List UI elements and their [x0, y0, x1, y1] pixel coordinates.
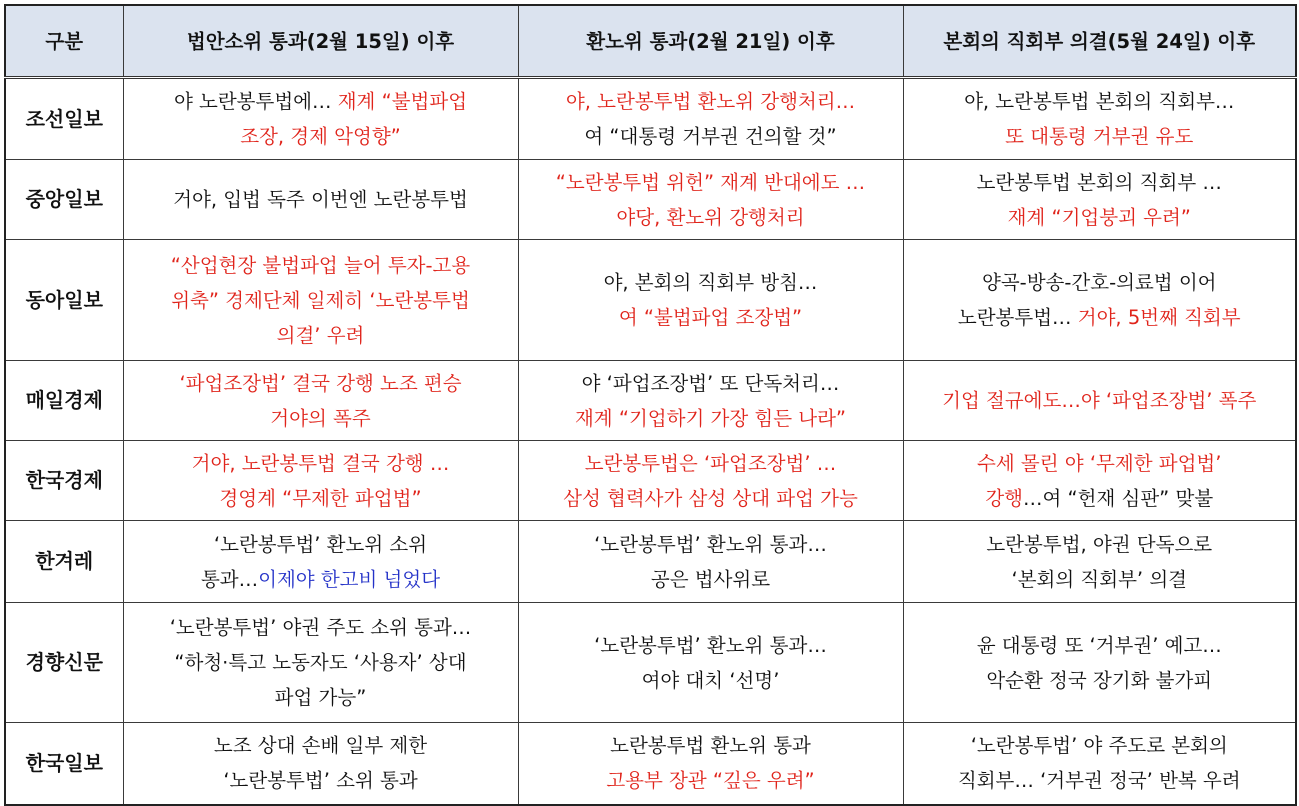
headline-cell	[123, 441, 518, 521]
headline-text: 악순환 정국 장기화 불가피	[986, 668, 1213, 692]
headline-text-highlight: “산업현장 불법파업 늘어 투자-고용	[170, 253, 471, 277]
headline-cell	[123, 78, 518, 160]
table-row	[5, 240, 1296, 361]
table-row	[5, 603, 1296, 723]
headline-text: ‘본회의 직회부’ 의결	[1011, 567, 1187, 591]
outlet-name: 한국일보	[5, 723, 123, 805]
headline-text-highlight: 고용부 장관 “깊은 우려”	[606, 769, 815, 793]
headline-cell	[518, 361, 903, 441]
headline-text-highlight: 조장, 경제 악영향”	[240, 125, 401, 148]
headline-text: 야, 노란봉투법 본회의 직회부…	[964, 90, 1235, 113]
headline-text-highlight: 거야, 5번째 직회부	[1077, 306, 1241, 329]
header-committee-pass: 환노위 통과(2월 21일) 이후	[518, 5, 903, 78]
headline-text: 양곡-방송-간호-의료법 이어	[981, 271, 1217, 294]
header-category: 구분	[5, 5, 123, 78]
headline-cell	[518, 78, 903, 160]
headline-cell	[518, 723, 903, 805]
headline-text: 여야 대치 ‘선명’	[641, 668, 780, 692]
headline-text: 야, 본회의 직회부 방침…	[603, 271, 818, 294]
outlet-name: 경향신문	[5, 603, 123, 723]
table-row	[5, 78, 1296, 160]
headline-cell	[518, 160, 903, 240]
headline-text: 노란봉투법, 야권 단독으로	[986, 532, 1213, 556]
headline-cell	[903, 723, 1296, 805]
headline-text-highlight: 노란봉투법은 ‘파업조장법’ …	[584, 451, 837, 475]
headline-cell	[123, 603, 518, 723]
headline-text-highlight: 야당, 환노위 강행처리	[616, 205, 805, 229]
headline-text: …여 “헌재 심판” 맞불	[1023, 486, 1214, 510]
headline-text-highlight: ‘파업조장법’ 결국 강행 노조 편승	[179, 371, 462, 395]
headline-cell	[518, 603, 903, 723]
table-row	[5, 361, 1296, 441]
headline-text-highlight: 위축” 경제단체 일제히 ‘노란봉투법	[171, 288, 470, 312]
headline-text: 야 노란봉투법에…	[173, 90, 338, 113]
headline-cell	[903, 240, 1296, 361]
headline-text-highlight: 기업 절규에도…야 ‘파업조장법’ 폭주	[942, 389, 1257, 412]
headline-text: 여 “대통령 거부권 건의할 것”	[584, 125, 837, 148]
headline-text: ‘노란봉투법’ 소위 통과	[223, 769, 418, 793]
headline-cell	[903, 521, 1296, 603]
headline-cell	[518, 521, 903, 603]
headline-text: ‘노란봉투법’ 야 주도로 본회의	[970, 734, 1228, 758]
headline-text: 노란봉투법 환노위 통과	[610, 734, 811, 758]
table-row	[5, 723, 1296, 805]
headline-cell	[903, 78, 1296, 160]
table-row	[5, 441, 1296, 521]
comparison-table-container	[4, 4, 1295, 801]
headline-text-highlight-blue: 이제야 한고비 넘었다	[258, 567, 441, 591]
headline-text: ‘노란봉투법’ 환노위 통과…	[594, 532, 827, 556]
headline-cell	[903, 160, 1296, 240]
outlet-name: 조선일보	[5, 78, 123, 160]
outlet-name: 한국경제	[5, 441, 123, 521]
headline-cell	[518, 240, 903, 361]
headline-cell	[123, 160, 518, 240]
headline-cell	[903, 361, 1296, 441]
headline-cell	[123, 361, 518, 441]
headline-text-highlight: 삼성 협력사가 삼성 상대 파업 가능	[563, 486, 858, 510]
headline-text: “하청·특고 노동자도 ‘사용자’ 상대	[174, 651, 467, 674]
headline-text: 거야, 입법 독주 이번엔 노란봉투법	[173, 188, 468, 211]
header-plenary-referral: 본회의 직회부 의결(5월 24일) 이후	[903, 5, 1296, 78]
headline-text: ‘노란봉투법’ 환노위 소위	[213, 532, 428, 556]
headline-text: 공은 법사위로	[650, 567, 771, 591]
headline-text: 직회부… ‘거부권 정국’ 반복 우려	[957, 769, 1241, 793]
header-subcommittee-pass: 법안소위 통과(2월 15일) 이후	[123, 5, 518, 78]
table-row	[5, 521, 1296, 603]
headline-text: 파업 가능”	[274, 686, 367, 709]
table-row	[5, 160, 1296, 240]
headline-text-highlight: “노란봉투법 위헌” 재계 반대에도 …	[555, 170, 866, 194]
headline-text-highlight: 야, 노란봉투법 환노위 강행처리…	[565, 90, 856, 113]
headline-text-highlight: 수세 몰린 야 ‘무제한 파업법’	[977, 451, 1222, 475]
headline-text: 야 ‘파업조장법’ 또 단독처리…	[581, 371, 840, 395]
headline-text-highlight: 경영계 “무제한 파업법”	[219, 486, 422, 510]
headline-text-highlight: 재계 “기업하기 가장 힘든 나라”	[574, 406, 847, 430]
outlet-name: 동아일보	[5, 240, 123, 361]
headline-text: 통과…	[200, 567, 259, 591]
headline-text: 노란봉투법 본회의 직회부 …	[976, 170, 1222, 194]
newspaper-headline-comparison-table	[4, 4, 1297, 806]
header-row	[5, 5, 1296, 78]
headline-cell	[123, 521, 518, 603]
headline-cell	[518, 441, 903, 521]
headline-cell	[903, 603, 1296, 723]
outlet-name: 중앙일보	[5, 160, 123, 240]
headline-cell	[903, 441, 1296, 521]
headline-cell	[123, 240, 518, 361]
headline-text: 노란봉투법…	[957, 306, 1078, 329]
headline-text-highlight: 거야, 노란봉투법 결국 강행 …	[191, 451, 450, 475]
headline-text: 노조 상대 손배 일부 제한	[213, 734, 428, 758]
headline-text: ‘노란봉투법’ 환노위 통과…	[594, 633, 827, 657]
headline-text: 윤 대통령 또 ‘거부권’ 예고…	[976, 633, 1222, 657]
outlet-name: 매일경제	[5, 361, 123, 441]
headline-text-highlight: 거야의 폭주	[270, 406, 371, 430]
headline-text: ‘노란봉투법’ 야권 주도 소위 통과…	[169, 616, 472, 639]
headline-text-highlight: 재계 “불법파업	[337, 90, 468, 113]
headline-text-highlight: 여 “불법파업 조장법”	[618, 306, 803, 329]
outlet-name: 한겨레	[5, 521, 123, 603]
headline-text-highlight: 강행	[985, 486, 1023, 510]
headline-text-highlight: 재계 “기업붕괴 우려”	[1007, 205, 1191, 229]
headline-cell	[123, 723, 518, 805]
headline-text-highlight: 의결’ 우려	[276, 323, 365, 347]
headline-text-highlight: 또 대통령 거부권 유도	[1005, 125, 1194, 148]
